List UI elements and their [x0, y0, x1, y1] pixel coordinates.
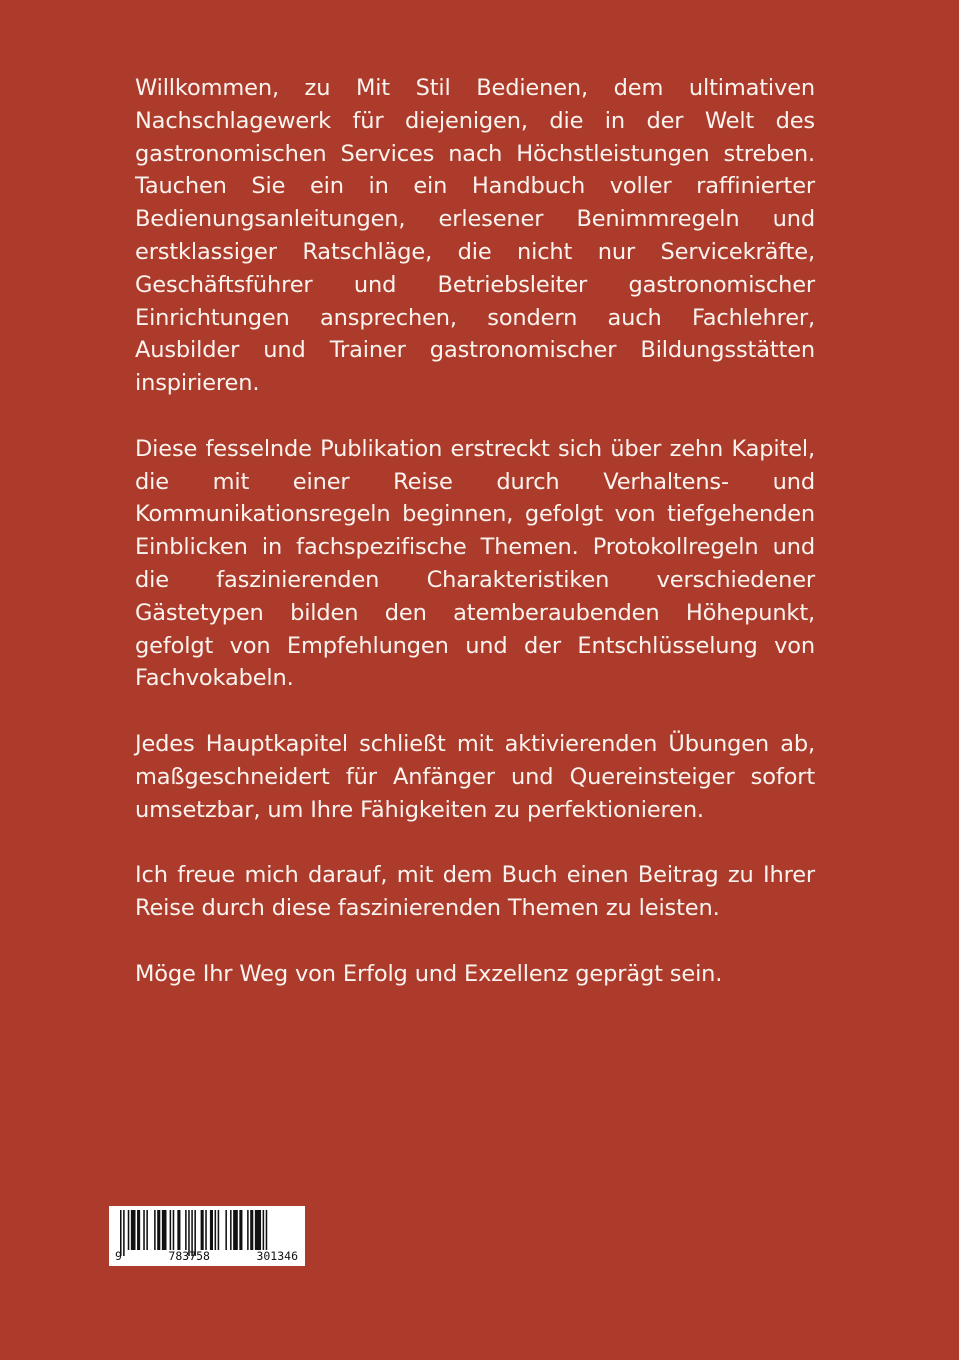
barcode-bar	[215, 1210, 217, 1250]
barcode-bar	[146, 1210, 148, 1250]
barcode-bar	[173, 1210, 175, 1250]
barcode-bar	[233, 1210, 238, 1250]
barcode-bar	[157, 1210, 160, 1250]
blurb-paragraph-1: Willkommen, zu Mit Stil Bedienen, dem ultimativen Nachschlagewerk für diejenigen, die in der Welt des gastronomischen Services nach Höchstleistungen streben. Tauchen Sie ein in ein Handbuch voller raffinierter Bedienungsanleitungen, erlesener Benimmregeln und erstklassiger Ratschläge, die nicht nur Servicekräfte, Geschäftsführer und Betriebsleiter gastronomischer Einrichtungen ansprechen, sondern auch Fachlehrer, Ausbilder und Trainer gastronomischer Bildungsstätten inspirieren.	[135, 75, 815, 397]
blurb-paragraph-5: Möge Ihr Weg von Erfolg und Exzellenz geprägt sein.	[135, 960, 723, 987]
blurb-paragraph-2: Diese fesselnde Publikation erstreckt sich über zehn Kapitel, die mit einer Reise durch Verhaltens- und Kommunikationsregeln beginnen, gefolgt von tiefgehenden Einblicken in fachspezifische Themen. Protokollregeln und die faszinierenden Charakteristiken verschiedener Gästetypen bilden den atemberaubenden Höhepunkt, gefolgt von Empfehlungen und der Entschlüsselung von Fachvokabeln.	[135, 435, 815, 692]
barcode-bar	[170, 1210, 172, 1250]
barcode-bar	[218, 1210, 220, 1250]
barcode-bar	[230, 1210, 232, 1250]
isbn-barcode	[109, 1206, 305, 1266]
barcode-bar	[154, 1210, 156, 1250]
isbn-right-group: 301346	[256, 1249, 298, 1263]
isbn-digits	[110, 1249, 304, 1263]
blurb-paragraph-3: Jedes Hauptkapitel schließt mit aktivierenden Übungen ab, maßgeschneidert für Anfänger und Quereinsteiger sofort umsetzbar, um Ihre Fähigkeiten zu perfektionieren.	[135, 730, 815, 823]
isbn-left-group: 783758	[168, 1249, 210, 1263]
barcode-bar	[247, 1210, 249, 1250]
barcode-bar	[210, 1210, 213, 1250]
barcode-bar	[239, 1210, 242, 1250]
barcode-bar	[201, 1210, 204, 1250]
barcode-bar	[162, 1210, 167, 1250]
back-cover-blurb	[135, 72, 815, 990]
barcode-bar	[250, 1210, 253, 1250]
barcode-bar	[266, 1210, 268, 1250]
barcode-bar	[205, 1210, 207, 1250]
barcode-bar	[143, 1210, 145, 1250]
barcode-bar	[128, 1210, 130, 1250]
barcode-bar	[225, 1210, 227, 1250]
barcode-bar	[137, 1210, 140, 1250]
blurb-paragraph-4: Ich freue mich darauf, mit dem Buch einen Beitrag zu Ihrer Reise durch diese faszinierenden Themen zu leisten.	[135, 862, 815, 921]
isbn-first-digit: 9	[115, 1249, 122, 1263]
barcode-bar	[263, 1210, 265, 1250]
barcode-bar	[255, 1210, 261, 1250]
barcode-bar	[185, 1210, 187, 1250]
barcode-bar	[131, 1210, 136, 1250]
barcode-bar	[177, 1210, 180, 1250]
